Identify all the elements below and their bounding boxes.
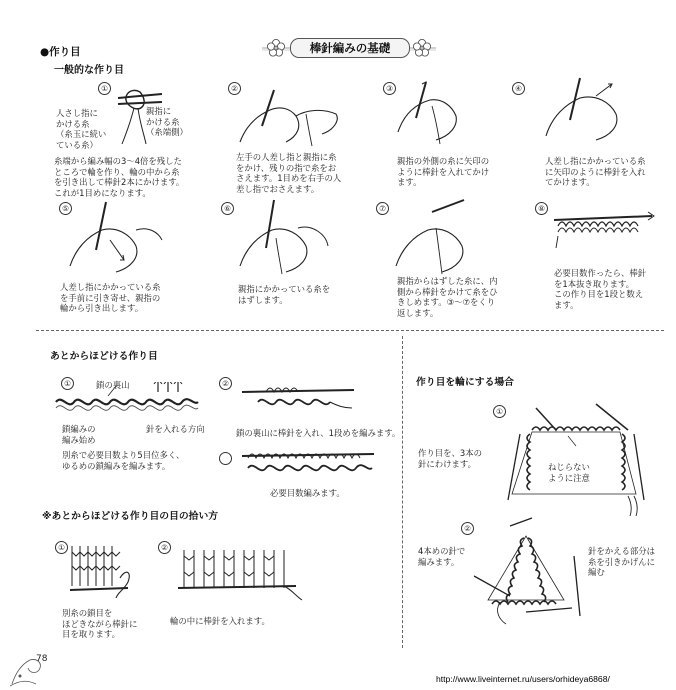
corner-ornament-icon bbox=[6, 644, 46, 688]
section4-caption2: 4本めの針で 編みます。 bbox=[418, 546, 466, 567]
section2-heading: あとからほどける作り目 bbox=[50, 351, 158, 362]
sub-heading: 一般的な作り目 bbox=[54, 65, 124, 76]
label-direction: 針を入れる方向 bbox=[146, 424, 205, 434]
step-number: ① bbox=[493, 405, 506, 418]
step7-illustration bbox=[392, 198, 492, 276]
step-number: ⑤ bbox=[59, 202, 72, 215]
label-chain-back: 鎖の裏山 bbox=[96, 380, 130, 390]
label-chain-start: 鎖編みの 編み始め bbox=[62, 424, 96, 445]
chain-illustration bbox=[52, 382, 202, 422]
step2-illustration bbox=[236, 86, 346, 148]
step8-caption: 必要目数作ったら、棒針 を1本抜き取ります。 この作り目を1段と数え ます。 bbox=[554, 268, 647, 310]
step-number: ① bbox=[55, 541, 68, 554]
source-url: http://www.liveinternet.ru/users/orhideya6868/ bbox=[436, 674, 610, 684]
step-number-hidden bbox=[219, 452, 232, 465]
step8-illustration bbox=[552, 206, 662, 250]
step-number: ① bbox=[61, 377, 74, 390]
step1-label-left: 人さし指に かける糸 （糸玉に続い ている糸） bbox=[56, 108, 107, 150]
section2-caption2: 鎖の裏山に棒針を入れ、1段めを編みます。 bbox=[236, 428, 401, 438]
page-number: 78 bbox=[36, 654, 48, 664]
section4-note-twist: ねじらない ように注意 bbox=[548, 462, 590, 483]
section3-heading: ※あとからほどける作り目の目の拾い方 bbox=[42, 511, 219, 522]
column-divider bbox=[402, 336, 403, 648]
section4-heading: 作り目を輪にする場合 bbox=[416, 377, 514, 388]
section-divider bbox=[36, 330, 664, 331]
step4-illustration bbox=[540, 76, 640, 146]
step7-caption: 親指からはずした糸に、内 側から棒針をかけて糸をひ きしめます。③～⑦をくり 返します。 bbox=[397, 276, 498, 318]
step-number: ⑦ bbox=[376, 202, 389, 215]
step-number: ② bbox=[219, 377, 232, 390]
pickup-needle-illustration bbox=[238, 382, 358, 414]
section3-caption1: 別糸の鎖目を ほどきながら棒針に 目を取ります。 bbox=[62, 608, 138, 640]
row-knit-illustration bbox=[238, 446, 378, 482]
step-number: ② bbox=[158, 541, 171, 554]
step4-caption: 人差し指にかかっている糸 に矢印のように棒針を入れ てかけます。 bbox=[545, 156, 646, 188]
step-number: ⑧ bbox=[535, 202, 548, 215]
step6-caption: 親指にかかっている糸を はずします。 bbox=[238, 284, 331, 305]
stitch-pickup-illustration-2 bbox=[176, 546, 306, 606]
section2-caption3: 必要目数編みます。 bbox=[270, 488, 345, 498]
bullet-heading: ●作り目 bbox=[40, 46, 81, 58]
step-number: ② bbox=[228, 82, 241, 95]
step-number: ③ bbox=[383, 82, 396, 95]
step-number: ④ bbox=[512, 82, 525, 95]
section4-note-change: 針をかえる部分は 糸を引きかげんに 編む bbox=[588, 546, 655, 578]
step-number: ① bbox=[98, 82, 111, 95]
step1-label-right: 親指に かける糸 （糸端側） bbox=[146, 106, 188, 138]
section2-caption1: 別糸で必要目数より5目位多く、 ゆるめの鎖編みを編みます。 bbox=[62, 450, 185, 471]
step3-illustration bbox=[392, 80, 474, 146]
step1-caption: 糸端から編み幅の3～4倍を残した ところで輪を作り、輪の中から糸 を引き出して棒針2本にかけます。 これが1目めになります。 bbox=[54, 156, 185, 198]
section3-caption2: 輪の中に棒針を入れます。 bbox=[170, 616, 270, 626]
step3-caption: 親指の外側の糸に矢印の ように棒針を入れてかけ ます。 bbox=[397, 156, 490, 188]
step6-illustration bbox=[236, 198, 336, 276]
page-title: 棒針編みの基礎 bbox=[290, 38, 410, 58]
step5-caption: 人差し指にかかっている糸 を手前に引き寄せ、親指の 輪から引き出します。 bbox=[60, 282, 161, 314]
four-needle-illustration bbox=[470, 516, 590, 626]
three-needle-illustration bbox=[496, 400, 652, 516]
step-number: ② bbox=[461, 522, 474, 535]
step-number: ⑥ bbox=[221, 202, 234, 215]
section4-caption1: 作り目を、3本の 針にわけます。 bbox=[418, 448, 482, 469]
step2-caption: 左手の人差し指と親指に糸 をかけ、残りの指で糸をお さえます。1目めを右手の人 差し指でおさえます。 bbox=[236, 152, 342, 194]
stitch-pickup-illustration-1 bbox=[68, 542, 134, 602]
step5-illustration bbox=[66, 200, 166, 276]
